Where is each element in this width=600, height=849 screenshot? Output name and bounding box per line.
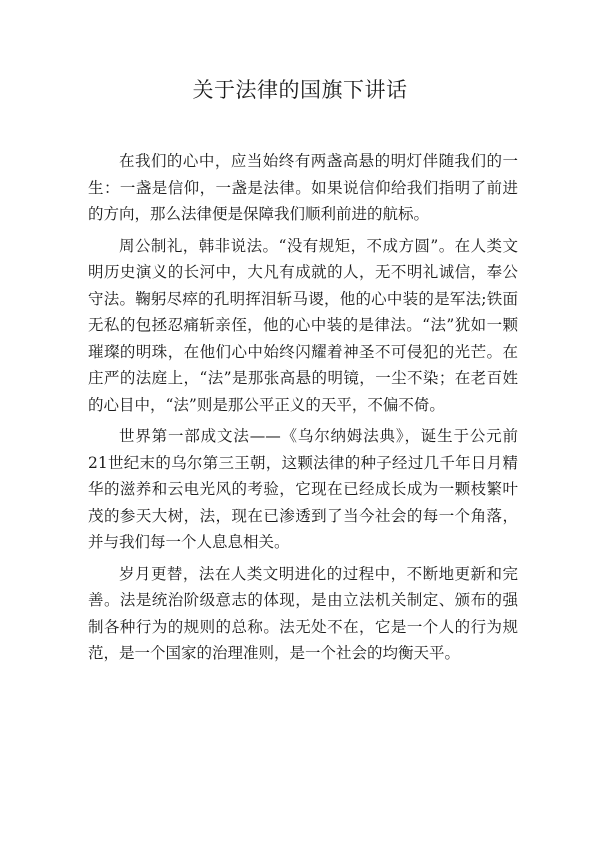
paragraph-3: 世界第一部成文法——《乌尔纳姆法典》，诞生于公元前21世纪末的乌尔第三王朝，这颗法律的种子经过几千年日月精华的滋养和云电光风的考验，它现在已经成长成为一颗枝繁叶茂的参天大树，法，现在已渗透到了当今社会的每一个角落，并与我们每一个人息息相关。 [88,427,518,551]
document-body [88,148,518,672]
paragraph-1: 在我们的心中，应当始终有两盏高悬的明灯伴随我们的一生：一盏是信仰，一盏是法律。如果说信仰给我们指明了前进的方向，那么法律便是保障我们顺利前进的航标。 [88,152,518,223]
page-title: 关于法律的国旗下讲话 [192,78,408,102]
paragraph-2: 周公制礼，韩非说法。“没有规矩，不成方圆”。在人类文明历史演义的长河中，大凡有成就的人，无不明礼诚信，奉公守法。鞠躬尽瘁的孔明挥泪斩马谡，他的心中装的是军法;铁面无私的包拯忍痛斩亲侄，他的心中装的是律法。“法”犹如一颗璀璨的明珠，在他们心中始终闪耀着神圣不可侵犯的光芒。在庄严的法庭上，“法”是那张高悬的明镜，一尘不染；在老百姓的心目中，“法”则是那公平正义的天平，不偏不倚。 [88,236,518,414]
paragraph-4: 岁月更替，法在人类文明进化的过程中，不断地更新和完善。法是统治阶级意志的体现，是由立法机关制定、颁布的强制各种行为的规则的总称。法无处不在，它是一个人的行为规范，是一个国家的治理准则，是一个社会的均衡天平。 [88,564,518,662]
